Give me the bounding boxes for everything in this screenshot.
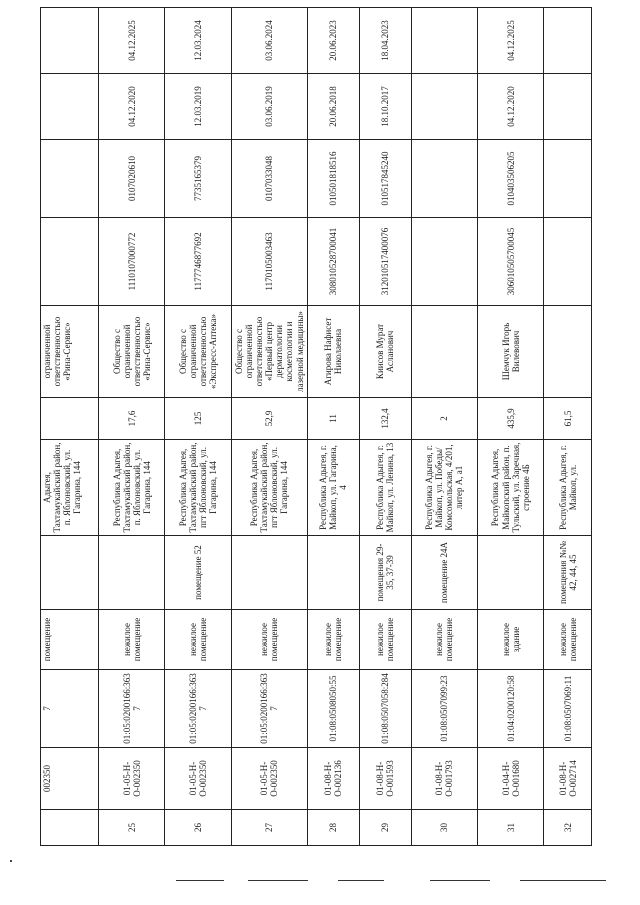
table-row: [99, 8, 165, 846]
cell-premises: помещение 52: [165, 536, 231, 610]
cell-premises: [99, 536, 165, 610]
cell-inn: 010517845240: [359, 140, 411, 218]
cell-inn: [411, 140, 477, 218]
cell-registry-no: 01-05-Н-О-002350: [231, 748, 307, 810]
cell-date-start: 04.12.2020: [477, 74, 543, 140]
cell-date-end: [544, 8, 592, 74]
cell-cadastral-no: 01:08:0507099:23: [411, 670, 477, 748]
cell-cadastral-no: 7: [41, 670, 99, 748]
cell-num: 27: [231, 810, 307, 846]
property-register-table: [40, 7, 592, 846]
cell-registry-no: 01-08-Н-О-002714: [544, 748, 592, 810]
scan-mark: [10, 860, 12, 862]
cell-owner: ограниченной ответственностью «Рина-Сервис»: [41, 306, 99, 398]
cell-date-end: [41, 8, 99, 74]
cell-owner: Общество с ограниченной ответственностью «Первый центр дерматологии косметологии и лазерной медицины»: [231, 306, 307, 398]
footer-lines: [0, 880, 640, 900]
cell-num: 30: [411, 810, 477, 846]
cell-cadastral-no: 01:05:0200166:3637: [231, 670, 307, 748]
cell-date-start: 20.06.2018: [307, 74, 359, 140]
cell-area: 435,9: [477, 398, 543, 440]
cell-owner: Агирова Нафисет Николаевна: [307, 306, 359, 398]
cell-ogrn: [544, 218, 592, 306]
cell-address: Республика Адыгея, г. Майкоп, ул. Победы/Комсомольская, 4/201, литер А, а1: [411, 440, 477, 536]
cell-inn: 010501818516: [307, 140, 359, 218]
cell-address: Адыгея, Тахтамукайский район, п. Яблоновский, ул. Гагарина, 144: [41, 440, 99, 536]
cell-address: Республика Адыгея, г. Майкоп, ул. Ленина, 13: [359, 440, 411, 536]
cell-area: 61,5: [544, 398, 592, 440]
cell-premises: помещения №№ 42, 44, 45: [544, 536, 592, 610]
cell-owner: Киисов Мурат Асланович: [359, 306, 411, 398]
cell-date-end: 20.06.2023: [307, 8, 359, 74]
cell-object-type: нежилое помещение: [165, 610, 231, 670]
cell-premises: [307, 536, 359, 610]
document-page: [40, 8, 592, 846]
cell-area: 132,4: [359, 398, 411, 440]
cell-cadastral-no: 01:05:0200166:3637: [165, 670, 231, 748]
cell-address: Республика Адыгея, Тахтамукайский район, пгт Яблоновский, ул. Гагарина, 144: [165, 440, 231, 536]
cell-registry-no: 01-04-Н-О-001680: [477, 748, 543, 810]
cell-inn: [544, 140, 592, 218]
footer-line: [430, 880, 490, 881]
cell-num: 25: [99, 810, 165, 846]
cell-inn: 0107033048: [231, 140, 307, 218]
cell-object-type: нежилое помещение: [411, 610, 477, 670]
cell-date-start: 04.12.2020: [99, 74, 165, 140]
cell-area: 2: [411, 398, 477, 440]
cell-address: Республика Адыгея, г. Майкоп, ул. Гагарина, 4: [307, 440, 359, 536]
cell-area: 17,6: [99, 398, 165, 440]
cell-registry-no: 01-05-Н-О-002350: [99, 748, 165, 810]
cell-address: Республика Адыгея, г. Майкоп, ул.: [544, 440, 592, 536]
cell-ogrn: 1177746877692: [165, 218, 231, 306]
cell-date-start: 03.06.2019: [231, 74, 307, 140]
cell-ogrn: 306010505700045: [477, 218, 543, 306]
cell-object-type: нежилое помещение: [359, 610, 411, 670]
footer-line: [338, 880, 384, 881]
cell-owner: Общество с ограниченной ответственностью «Рина-Сервис»: [99, 306, 165, 398]
cell-date-end: [411, 8, 477, 74]
cell-owner: [544, 306, 592, 398]
cell-owner: [411, 306, 477, 398]
cell-owner: Шемчук Игорь Вилевович: [477, 306, 543, 398]
cell-object-type: помещение: [41, 610, 99, 670]
cell-date-start: 12.03.2019: [165, 74, 231, 140]
cell-num: 31: [477, 810, 543, 846]
table-row: [165, 8, 231, 846]
table-row: [544, 8, 592, 846]
cell-object-type: нежилое помещение: [544, 610, 592, 670]
cell-date-start: 18.10.2017: [359, 74, 411, 140]
cell-ogrn: [41, 218, 99, 306]
cell-num: [41, 810, 99, 846]
cell-address: Республика Адыгея, Тахтамукайский район, п. Яблоновский, ул. Гагарина, 144: [99, 440, 165, 536]
cell-area: 52,9: [231, 398, 307, 440]
table-row: [231, 8, 307, 846]
cell-num: 32: [544, 810, 592, 846]
cell-date-end: 04.12.2025: [477, 8, 543, 74]
cell-registry-no: 01-05-Н-О-002350: [165, 748, 231, 810]
cell-num: 28: [307, 810, 359, 846]
cell-object-type: нежилое помещение: [231, 610, 307, 670]
cell-ogrn: 1110107000772: [99, 218, 165, 306]
cell-premises: [231, 536, 307, 610]
cell-premises: [41, 536, 99, 610]
table-row: [411, 8, 477, 846]
table-row: [477, 8, 543, 846]
cell-cadastral-no: 01:08:0507069:11: [544, 670, 592, 748]
cell-num: 26: [165, 810, 231, 846]
cell-date-end: 12.03.2024: [165, 8, 231, 74]
cell-area: [41, 398, 99, 440]
cell-cadastral-no: 01:05:0200166:3637: [99, 670, 165, 748]
footer-line: [520, 880, 606, 881]
cell-cadastral-no: 01:04:0200120:58: [477, 670, 543, 748]
cell-date-end: 18.04.2023: [359, 8, 411, 74]
table-row-continuation: [41, 8, 99, 846]
cell-ogrn: 308010528700041: [307, 218, 359, 306]
cell-area: 125: [165, 398, 231, 440]
table-row: [307, 8, 359, 846]
cell-object-type: нежилое помещение: [99, 610, 165, 670]
cell-date-start: [544, 74, 592, 140]
cell-registry-no: 01-08-Н-О-001793: [411, 748, 477, 810]
cell-inn: 0107020610: [99, 140, 165, 218]
cell-ogrn: 1170105003463: [231, 218, 307, 306]
cell-num: 29: [359, 810, 411, 846]
cell-registry-no: 01-08-Н-О-002136: [307, 748, 359, 810]
cell-object-type: нежилое помещение: [307, 610, 359, 670]
footer-line: [176, 880, 224, 881]
cell-inn: 010403506205: [477, 140, 543, 218]
cell-cadastral-no: 01:08:0507058:284: [359, 670, 411, 748]
cell-inn: 7735165379: [165, 140, 231, 218]
cell-registry-no: 01-08-Н-О-001593: [359, 748, 411, 810]
cell-owner: Общество с ограниченной ответственностью «Экспресс-Аптека»: [165, 306, 231, 398]
cell-premises: помещения 29-35, 37-39: [359, 536, 411, 610]
cell-ogrn: 312010517400076: [359, 218, 411, 306]
footer-line: [248, 880, 308, 881]
cell-inn: [41, 140, 99, 218]
cell-address: Республика Адыгея, Майкопский район, п. Тульский, ул. Заречная, строение 4Б: [477, 440, 543, 536]
cell-registry-no: 002350: [41, 748, 99, 810]
cell-cadastral-no: 01:08:0508050:55: [307, 670, 359, 748]
cell-date-start: [41, 74, 99, 140]
cell-address: Республика Адыгея, Тахтамукайский район, пгт Яблоновский, ул. Гагарина, 144: [231, 440, 307, 536]
cell-premises: [477, 536, 543, 610]
cell-premises: помещение 24А: [411, 536, 477, 610]
cell-date-end: 04.12.2025: [99, 8, 165, 74]
cell-date-start: [411, 74, 477, 140]
cell-object-type: нежилое здание: [477, 610, 543, 670]
cell-date-end: 03.06.2024: [231, 8, 307, 74]
rotated-table-wrapper: [40, 8, 592, 846]
cell-area: 11: [307, 398, 359, 440]
cell-ogrn: [411, 218, 477, 306]
table-row: [359, 8, 411, 846]
